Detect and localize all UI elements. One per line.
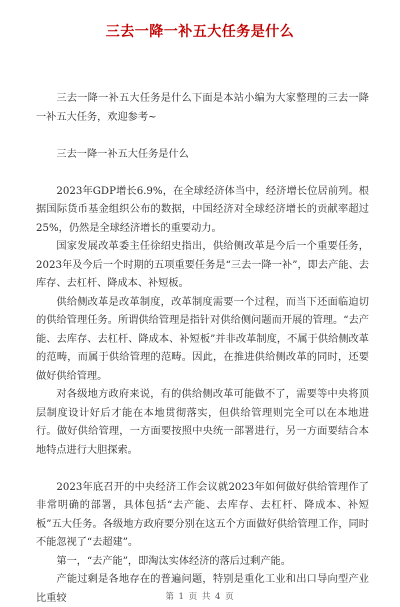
paragraph-overcapacity: 产能过剩是各地存在的普遍问题，特别是重化工业和出口导向型产业比重较 bbox=[36, 574, 369, 604]
paragraph-supply-reform: 供给侧改革是改革制度，改革制度需要一个过程，而当下还面临迫切的供给管理任务。所谓供给管理是指针对供给侧问题而开展的管理。“去产能、去库存、去杠杆、降成本、补短板”并非改革制度，不属于供给侧改革的范畴，而属于供给管理的范畴。因此，在推进供给侧改革的同时，还要做好供给管理。 bbox=[36, 296, 369, 382]
paragraph-ndrc: 国家发展改革委主任徐绍史指出，供给侧改革是今后一个重要任务，2023年及今后一个时期的五项重要任务是“三去一降一补”，即去产能、去库存、去杠杆、降成本、补短板。 bbox=[36, 241, 369, 289]
paragraph-subheading: 三去一降一补五大任务是什么 bbox=[56, 148, 189, 160]
paragraph-local-gov: 对各级地方政府来说，有的供给侧改革可能做不了，需要等中央将顶层制度设计好后才能在本地贯彻落实，但供给管理则完全可以在本地进行。做好供给管理，一方面要按照中央统一部署进行，另一方面要结合本地特点进行大胆探索。 bbox=[36, 389, 369, 456]
paragraph-gdp: 2023年GDP增长6.9%，在全球经济体当中，经济增长位居前列。根据国际货币基金组织公布的数据，中国经济对全球经济增长的贡献率超过25%，仍然是全球经济增长的重要动力。 bbox=[36, 185, 369, 234]
document-body bbox=[36, 90, 369, 607]
page-footer: 第 1 页 共 4 页 bbox=[165, 592, 235, 602]
paragraph-first: 第一，“去产能”，即淘汰实体经济的落后过剩产能。 bbox=[56, 555, 291, 567]
paragraph-conference: 2023年底召开的中央经济工作会议就2023年如何做好供给管理作了非常明确的部署，具体包括“去产能、去库存、去杠杆、降成本、补短板”五大任务。各级地方政府要分别在这五个方面做好供给管理工作，同时不能忽视了“去超建”。 bbox=[36, 481, 369, 548]
paragraph-intro: 三去一降一补五大任务是什么下面是本站小编为大家整理的三去一降一补五大任务，欢迎参考~ bbox=[36, 93, 369, 123]
document-title: 三去一降一补五大任务是什么 bbox=[105, 24, 295, 40]
